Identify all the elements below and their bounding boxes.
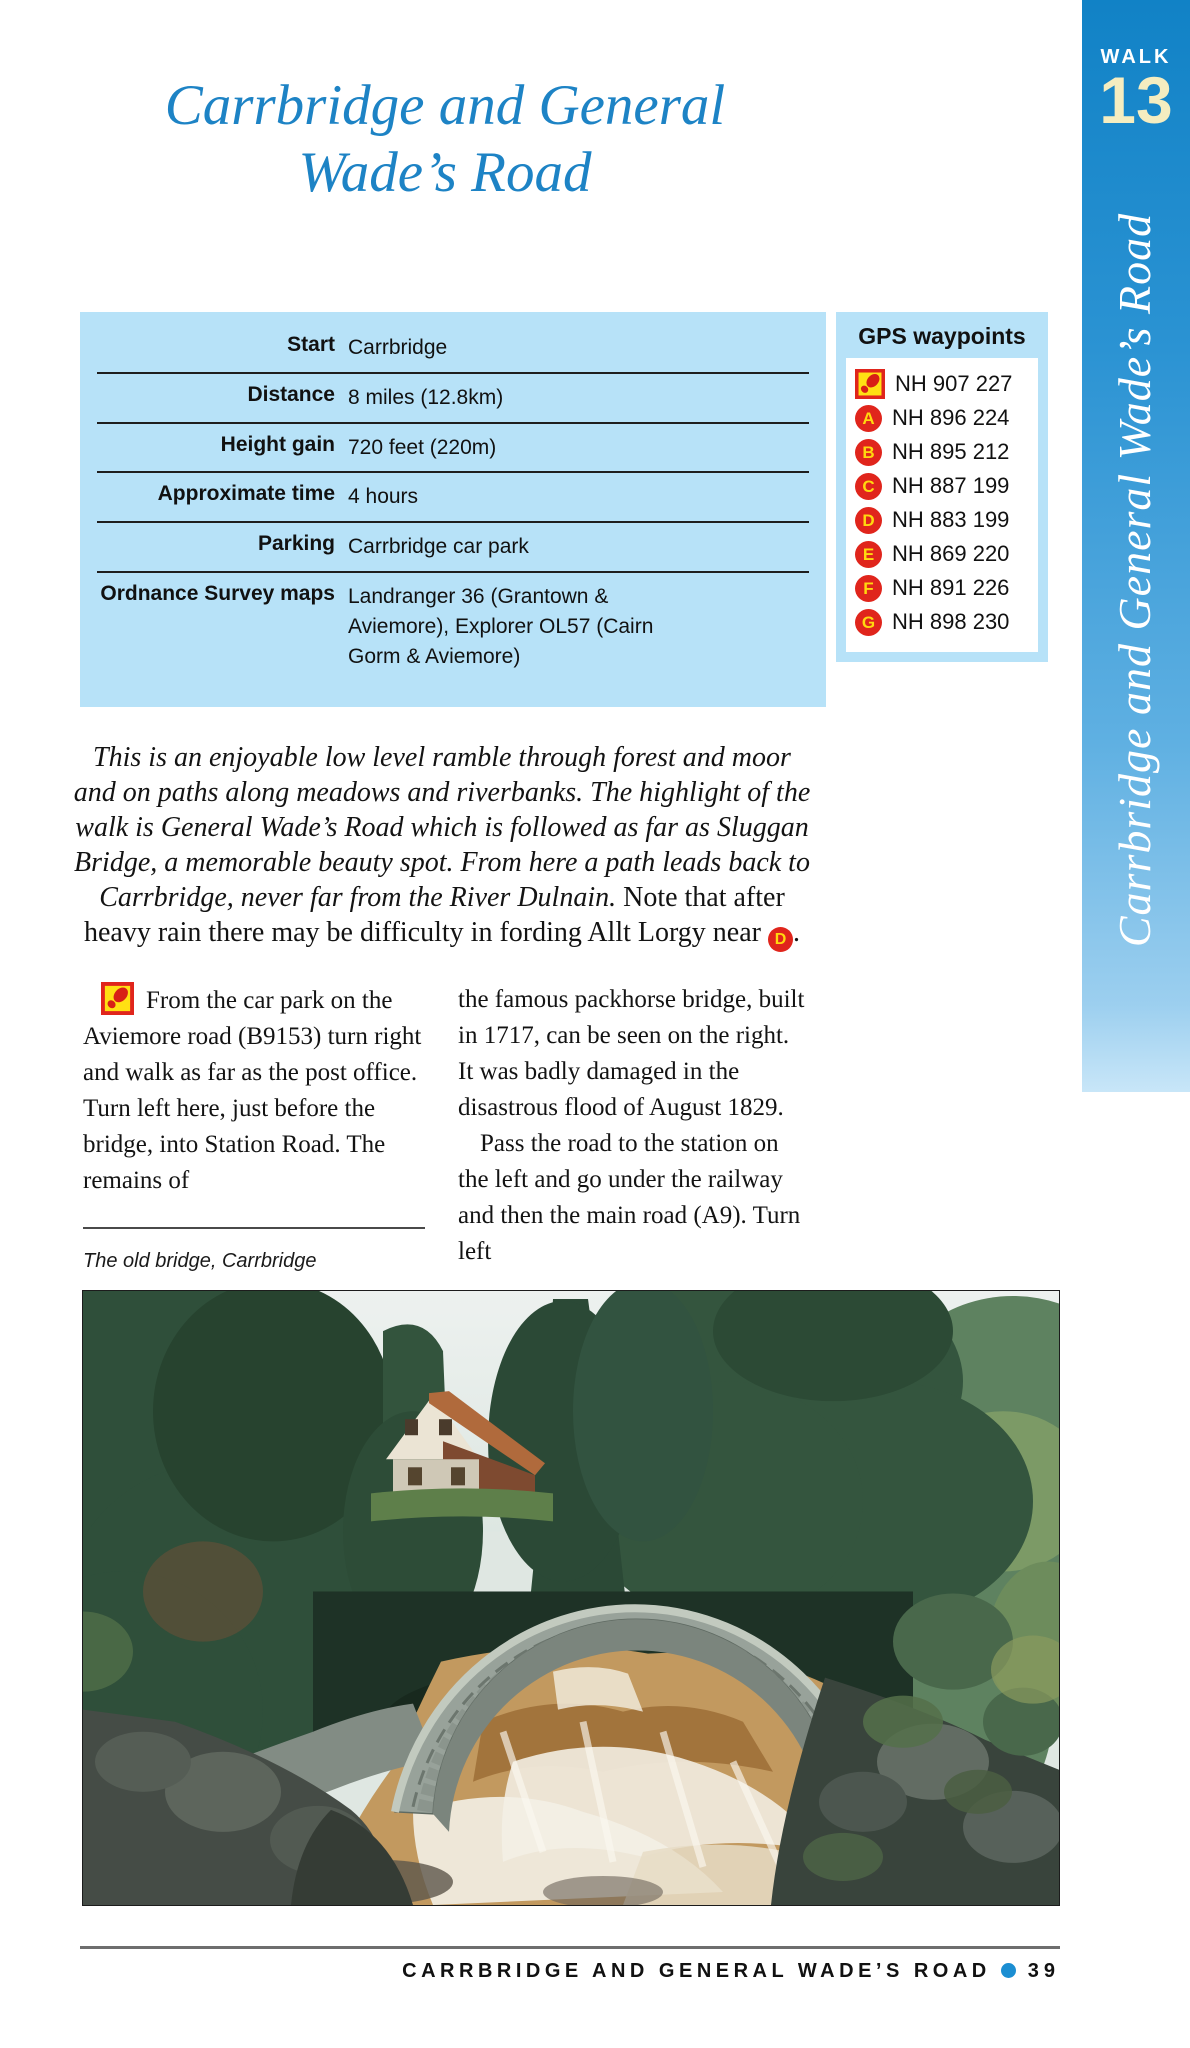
row-label: Start xyxy=(287,333,335,356)
body-text: From the car park on the Aviemore road (B9153) turn right and walk as far as the post office. Turn left here, just before the bridge, into Station Road. The remains of xyxy=(83,987,422,1194)
waypoint-e-marker: E xyxy=(855,541,882,568)
body-columns xyxy=(83,982,805,1279)
row-label: Parking xyxy=(257,532,335,556)
row-value: Landranger 36 (Grantown & Aviemore), Explorer OL57 (Cairn Gorm & Aviemore) xyxy=(348,585,654,668)
caption-divider xyxy=(83,1227,425,1229)
waypoint-coords: NH 869 220 xyxy=(892,541,1010,566)
waypoint-d-marker-inline: D xyxy=(768,927,793,952)
walk-sidebar xyxy=(1082,0,1190,1092)
gps-waypoints-panel xyxy=(846,358,1038,652)
waypoint-row xyxy=(855,571,1038,605)
waypoint-coords: NH 891 226 xyxy=(892,575,1010,600)
row-value: 720 feet (220m) xyxy=(348,435,497,459)
photo-caption: The old bridge, Carrbridge xyxy=(83,1250,317,1272)
waypoint-coords: NH 896 224 xyxy=(892,405,1010,430)
table-row xyxy=(97,521,809,571)
photo-old-bridge xyxy=(82,1290,1060,1906)
sidebar-vertical-title: Carrbridge and General Wade’s Road xyxy=(1109,212,1160,948)
row-value: 8 miles (12.8km) xyxy=(348,385,504,409)
table-row xyxy=(97,571,809,680)
waypoint-a-marker: A xyxy=(855,405,882,432)
footer-title: CARRBRIDGE AND GENERAL WADE’S ROAD xyxy=(402,1960,991,1982)
gps-waypoints-header: GPS waypoints xyxy=(858,323,1026,349)
waypoint-coords: NH 887 199 xyxy=(892,473,1010,498)
waypoint-row xyxy=(855,503,1038,537)
intro-period: . xyxy=(793,917,800,948)
walk-label: WALK xyxy=(1100,46,1172,68)
row-label: Distance xyxy=(247,382,335,406)
row-value: Carrbridge xyxy=(348,336,448,359)
intro-paragraph xyxy=(72,740,812,952)
page-footer xyxy=(80,1960,1060,1983)
waypoint-g-marker: G xyxy=(855,609,882,636)
waypoint-f-marker: F xyxy=(855,575,882,602)
waypoint-row xyxy=(855,435,1038,469)
waypoint-row xyxy=(855,605,1038,639)
title-line1: Carrbridge and General xyxy=(164,74,726,137)
intro-italic-text: This is an enjoyable low level ramble through forest and moor and on paths along meadows and riverbanks. The highlight of the walk is General Wade’s Road which is followed as far as Sluggan Bridge, a memorable beauty spot. From here a path leads back to Carrbridge, never far from the River Dulnain. xyxy=(73,742,811,913)
title-line2: Wade’s Road xyxy=(298,141,592,205)
body-column-right xyxy=(458,982,805,1279)
footer-dot-icon xyxy=(1001,1963,1016,1978)
table-row xyxy=(97,324,809,372)
body-column-left xyxy=(83,982,430,1279)
body-paragraph xyxy=(83,982,430,1199)
page-title xyxy=(60,72,830,207)
waypoint-coords: NH 895 212 xyxy=(892,439,1010,464)
waypoint-row xyxy=(855,469,1038,503)
waypoint-d-marker: D xyxy=(855,507,882,534)
waypoint-row xyxy=(855,367,1038,401)
footprint-icon xyxy=(101,982,134,1015)
body-paragraph: the famous packhorse bridge, built in 1717, can be seen on the right. It was badly damaged in the disastrous flood of August 1829. xyxy=(458,986,805,1121)
waypoint-coords: NH 907 227 xyxy=(895,371,1013,396)
waypoint-b-marker: B xyxy=(855,439,882,466)
walk-info-table xyxy=(80,312,826,707)
row-label: Approximate time xyxy=(157,482,335,506)
page-number: 39 xyxy=(1027,1960,1060,1982)
body-paragraph: Pass the road to the station on the left and go under the railway and then the main road (A9). Turn left xyxy=(458,1130,801,1265)
waypoint-coords: NH 898 230 xyxy=(892,609,1010,634)
footprint-icon xyxy=(855,369,885,399)
table-row xyxy=(97,471,809,521)
walk-number: 13 xyxy=(1099,63,1173,137)
gps-waypoints-box xyxy=(836,312,1048,662)
row-value: Carrbridge car park xyxy=(348,535,529,559)
waypoint-row xyxy=(855,401,1038,435)
row-value: 4 hours xyxy=(348,485,419,509)
table-row xyxy=(97,372,809,422)
waypoint-row xyxy=(855,537,1038,571)
table-row xyxy=(97,422,809,472)
waypoint-c-marker: C xyxy=(855,473,882,500)
row-label: Ordnance Survey maps xyxy=(100,582,335,606)
footer-divider xyxy=(80,1946,1060,1949)
intro-roman-text: Note that after heavy rain there may be difficulty in fording Allt Lorgy near xyxy=(84,882,785,948)
row-label: Height gain xyxy=(220,432,335,456)
waypoint-coords: NH 883 199 xyxy=(892,507,1010,532)
